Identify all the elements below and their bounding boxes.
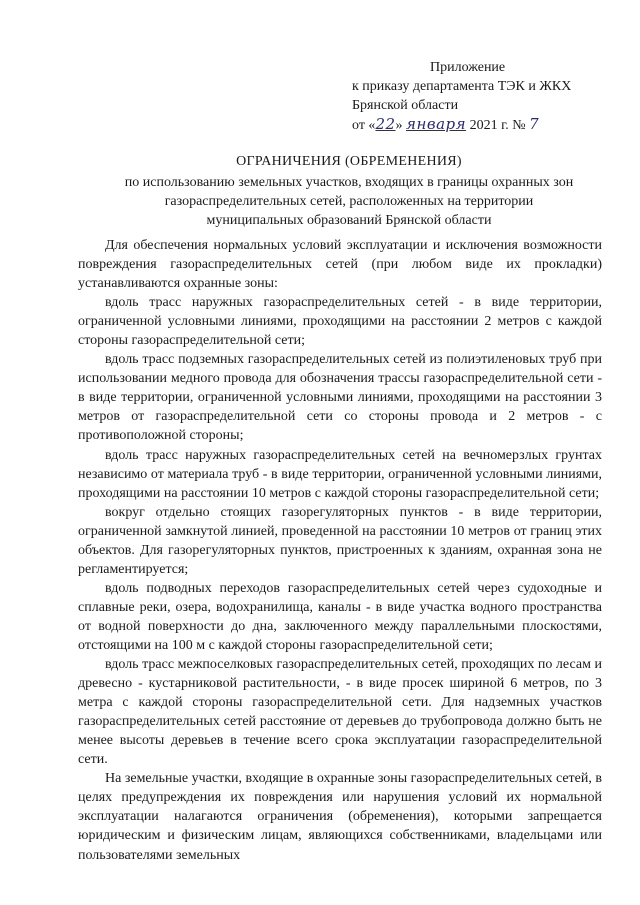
document-subtitle: по использованию земельных участков, входящих в границы охранных зон газораспределительных сетей, расположенных на территории муниципальных образований Брянской области <box>124 175 574 228</box>
paragraph-zone-forest: вдоль трасс межпоселковых газораспределительных сетей, проходящих по лесам и древесно - кустарниковой растительности, - в виде просек шириной 6 метров, по 3 метра с каждой стороны газораспределительной сети. Для надземных участков газораспределительных сетей расстояние от деревьев до трубопровода должно быть не менее высоты деревьев в течение всего срока эксплуатации газораспределительной сети. <box>78 657 602 768</box>
handwritten-month: января <box>406 115 467 133</box>
date-prefix: от « <box>352 118 376 133</box>
annex-header <box>352 58 622 135</box>
annex-label: Приложение <box>430 60 506 75</box>
paragraph-zone-underground: вдоль трасс подземных газораспределительных сетей из полиэтиленовых труб при использовании медного провода для обозначения трассы газораспределительной сети - в виде территории, ограниченной условными линиями, проходящими на расстоянии 3 метров от газораспределительной сети со стороны провода и 2 метров - с противоположной стороны; <box>78 352 602 444</box>
date-mid: » <box>395 118 407 133</box>
date-suffix: 2021 г. № <box>466 118 530 133</box>
paragraph-intro: Для обеспечения нормальных условий эксплуатации и исключения возможности повреждения газораспределительных сетей (при любом виде их прокладки) устанавливаются охранные зоны: <box>78 238 602 292</box>
document-body <box>78 236 602 865</box>
paragraph-zone-permafrost: вдоль трасс наружных газораспределительных сетей на вечномерзлых грунтах независимо от материала труб - в виде территории, ограниченной условными линиями, проходящими на расстоянии 10 метров с каждой стороны газораспределительной сети; <box>78 447 602 501</box>
document-title: ОГРАНИЧЕНИЯ (ОБРЕМЕНЕНИЯ) <box>236 154 462 169</box>
annex-order-reference: к приказу департамента ТЭК и ЖКХ <box>352 79 572 94</box>
document-title-block <box>118 152 580 230</box>
paragraph-zone-regulator: вокруг отдельно стоящих газорегуляторных пунктов - в виде территории, ограниченной замкнутой линией, проведенной на расстоянии 10 метров от границ этих объектов. Для газорегуляторных пунктов, пристроенных к зданиям, охранная зона не регламентируется; <box>78 504 602 577</box>
paragraph-zone-external: вдоль трасс наружных газораспределительных сетей - в виде территории, ограниченной условными линиями, проходящими на расстоянии 2 метров с каждой стороны газораспределительной сети; <box>78 295 602 349</box>
annex-date-line <box>352 115 622 135</box>
annex-region: Брянской области <box>352 98 459 113</box>
handwritten-order-number: 7 <box>529 115 540 133</box>
paragraph-restrictions: На земельные участки, входящие в охранные зоны газораспределительных сетей, в целях предупреждения их повреждения или нарушения условий их нормальной эксплуатации налагаются ограничения (обременения), которыми запрещается юридическим и физическим лицам, являющихся собственниками, владельцами или пользователями земельных <box>78 771 602 863</box>
handwritten-day: 22 <box>375 115 396 133</box>
paragraph-zone-underwater: вдоль подводных переходов газораспределительных сетей через судоходные и сплавные реки, озера, водохранилища, каналы - в виде участка водного пространства от водной поверхности до дна, заключенного между параллельными плоскостями, отстоящими на 100 м с каждой стороны газораспределительной сети; <box>78 580 602 653</box>
